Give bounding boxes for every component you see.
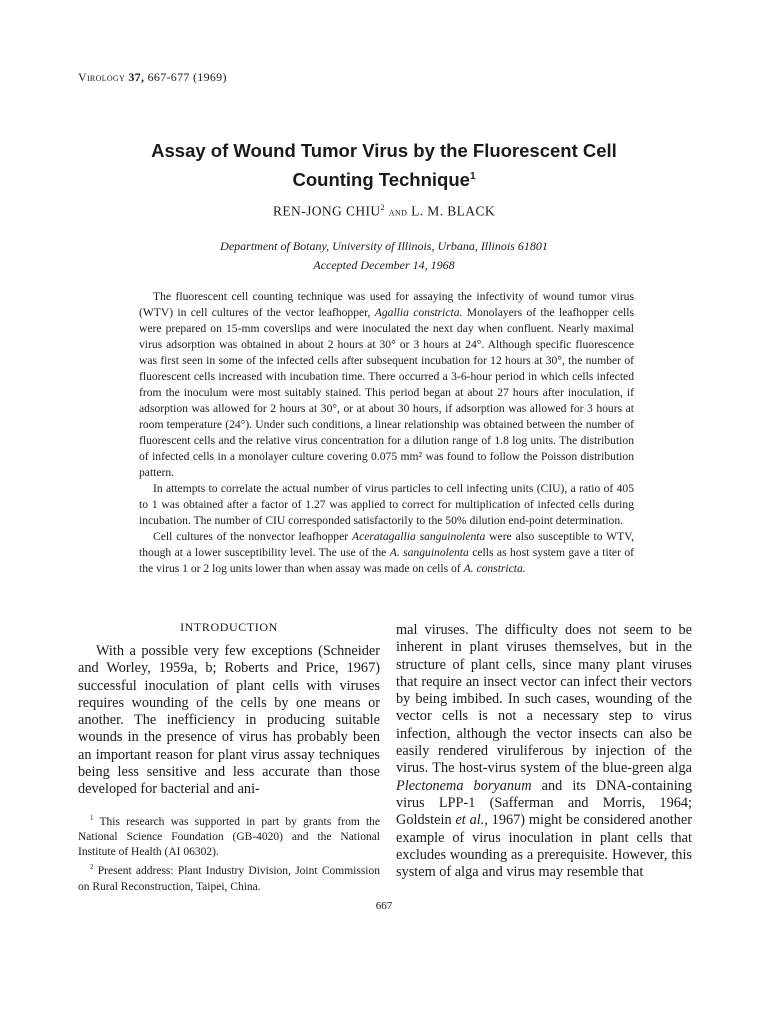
journal-pages-year: 667-677 (1969)	[147, 70, 227, 84]
author-2: L. M. BLACK	[411, 203, 495, 219]
species-name: A. constricta.	[463, 562, 526, 575]
page-number: 667	[375, 900, 393, 912]
authors-and: and	[388, 204, 408, 219]
journal-name: Virology	[78, 70, 126, 84]
abstract-text: were also susceptible to WTV, though at a lower susceptibility level. The use of the	[139, 530, 634, 559]
intro-paragraph-right	[396, 622, 692, 881]
intro-text: mal viruses. The difficulty does not seem to be inherent in plant viruses themselves, but in the structure of plant cells, since many plant viruses that require an insect vector can infect their vectors by being imbibed. In such cases, wounding of the vector cells is not a necessary step to virus infection, although the vector insects can also be easily rendered viruliferous by injection of the virus. The host-virus system of the blue-green alga	[396, 622, 692, 777]
left-column	[78, 620, 380, 895]
title-line-1: Assay of Wound Tumor Virus by the Fluorescent Cell	[151, 140, 617, 161]
footnotes	[78, 811, 380, 895]
species-name: A. sanguinolenta	[389, 546, 469, 559]
footnote-2	[78, 860, 380, 894]
journal-volume: 37,	[128, 70, 145, 84]
species-name: Aceratagallia sanguinolenta	[351, 530, 486, 543]
right-column	[396, 622, 692, 881]
article-title	[100, 138, 668, 193]
abstract-text: cells as host system gave a titer of the virus 1 or 2 log units lower than when assay was made on cells of	[139, 546, 635, 575]
title-footnote-mark: 1	[469, 171, 476, 182]
abstract-paragraph-3	[139, 529, 634, 577]
section-heading-introduction: INTRODUCTION	[180, 620, 278, 634]
abstract-text: Monolayers of the leafhopper cells were prepared on 15-mm coverslips and were inoculated the next day when confluent. Nearly maximal virus adsorption was obtained in about 2 hours at 30° or 3 hours at 24°. Although specific fluorescence was first seen in some of the infected cells after subsequent incubation for 12 hours at 30°, the number of fluorescent cells increased with incubation time. There occurred a 3-6-hour period in which cells infected from the inoculum were most suitably stained. This period began at about 27 hours after inoculation, if adsorption was allowed for 2 hours at 30°, or at about 30 hours, if adsorption was allowed for 3 hours at room temperature (24°). Under such conditions, a linear relationship was obtained between the number of fluorescent cells and the relative virus concentration for a dilution range of 1.8 log units. The distribution of infected cells in a monolayer culture covering 0.075 mm² was found to follow the Poisson distribution pattern.	[139, 306, 634, 479]
footnote-1	[78, 811, 380, 861]
abstract-text: Cell cultures of the nonvector leafhopper	[153, 530, 352, 543]
intro-text: 1967) might be considered another example of virus inoculation in plant cells that excludes wounding as a prerequisite. However, this system of alga and virus may resemble that	[396, 812, 692, 881]
footnote-2-text: Present address: Plant Industry Division, Joint Commission on Rural Reconstruction, Taipei, China.	[78, 865, 380, 893]
author-1: REN-JONG CHIU	[273, 203, 381, 219]
affiliation	[100, 237, 668, 275]
abstract-paragraph-2: In attempts to correlate the actual number of virus particles to cell infecting units (CIU), a ratio of 405 to 1 was obtained after a factor of 1.27 was applied to correct for multiplication of infected cells during incubation. The number of CIU corresponded satisfactorily to the 50% dilution end-point determination.	[139, 482, 634, 527]
et-al: et al.,	[455, 812, 488, 829]
abstract-paragraph-1	[139, 289, 634, 481]
footnote-1-text: This research was supported in part by grants from the National Science Foundation (GB-4020) and the National Institute of Health (AI 06302).	[78, 815, 380, 859]
journal-citation	[78, 70, 227, 85]
abstract-text: The fluorescent cell counting technique was used for assaying the infectivity of wound tumor virus (WTV) in cell cultures of the vector leafhopper,	[139, 290, 634, 319]
species-name: Agallia constricta.	[374, 306, 463, 319]
footnote-2-mark: 2	[90, 863, 94, 872]
department: Department of Botany, University of Illinois, Urbana, Illinois 61801	[220, 239, 548, 253]
species-name: Plectonema boryanum	[396, 777, 532, 794]
intro-paragraph-left: With a possible very few exceptions (Schneider and Worley, 1959a, b; Roberts and Price, 1967) successful inoculation of plant cells with viruses requires wounding of the cells by one means or another. The inefficiency in producing suitable wounds in the presence of virus has probably been an important reason for plant virus assay techniques being less sensitive and less accurate than those developed for bacterial and ani-	[78, 643, 380, 798]
intro-text: and its DNA-containing virus LPP-1 (Safferman and Morris, 1964; Goldstein	[396, 777, 692, 829]
accepted-date: Accepted December 14, 1968	[313, 258, 455, 272]
authors	[100, 203, 668, 220]
footnote-1-mark: 1	[90, 813, 94, 822]
title-line-2: Counting Technique	[292, 169, 470, 191]
author-1-mark: 2	[380, 203, 385, 212]
abstract	[139, 289, 634, 577]
